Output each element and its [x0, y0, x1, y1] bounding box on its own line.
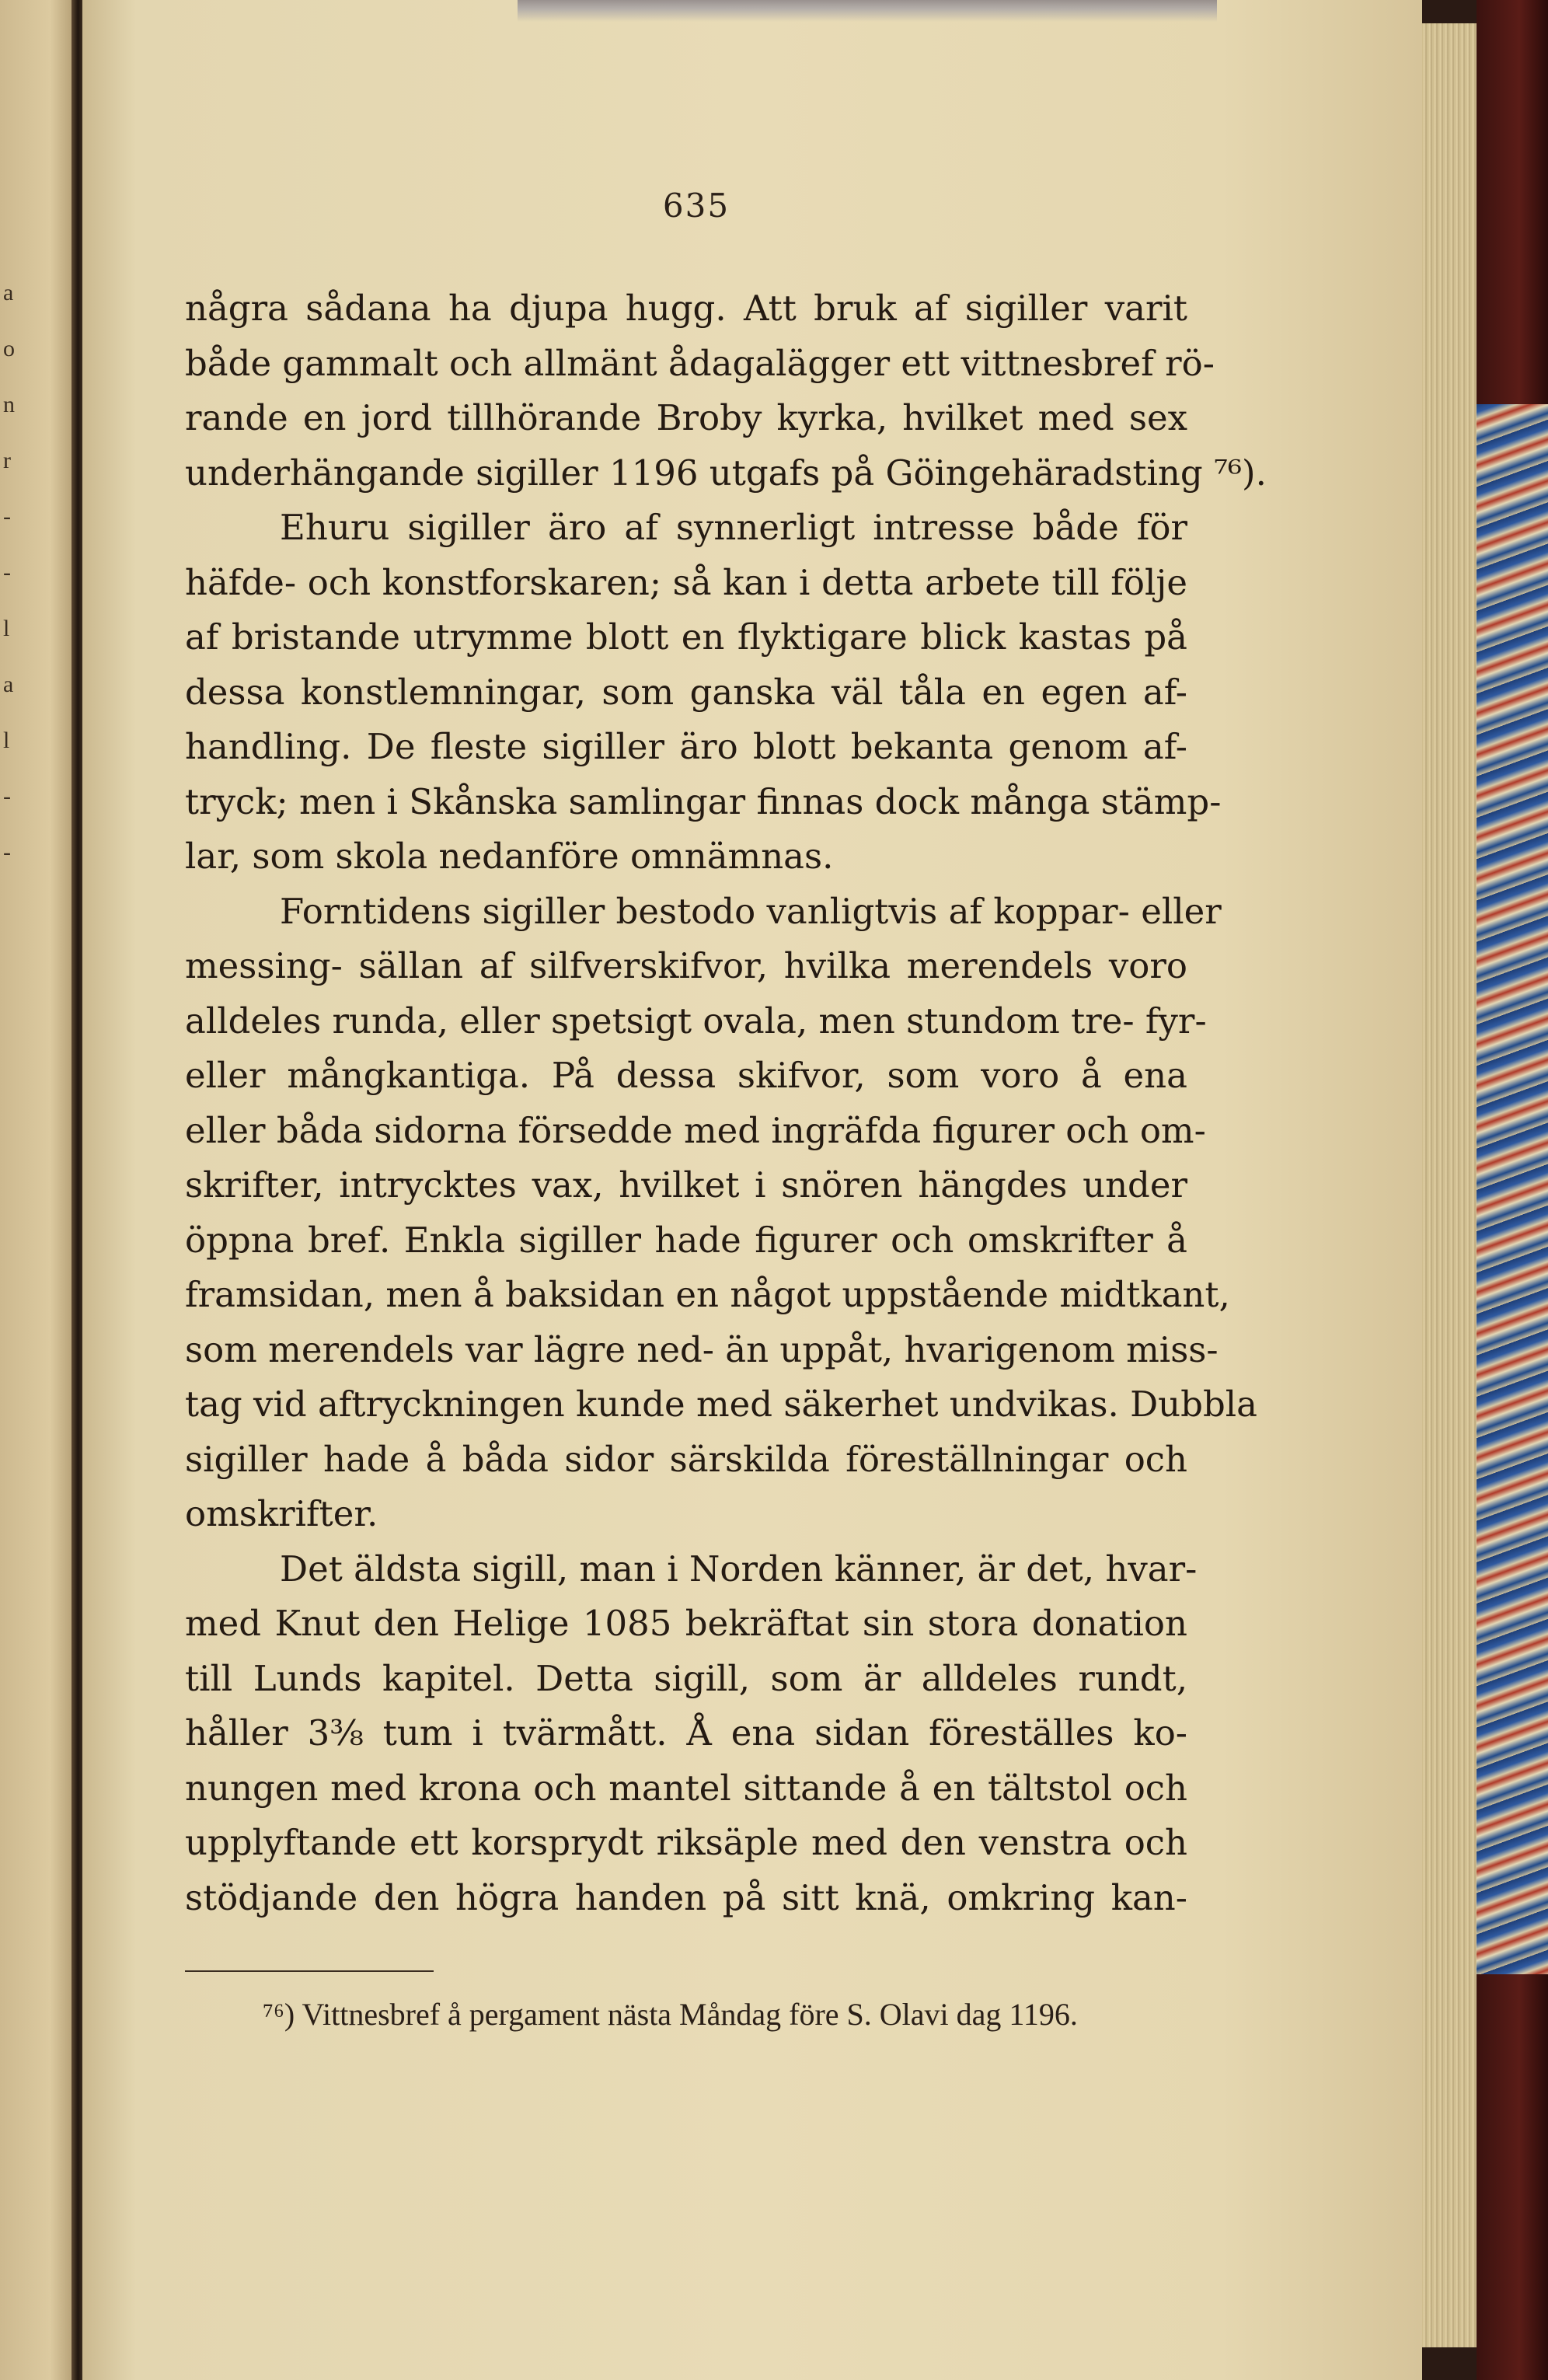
cover-leather-upper — [1477, 0, 1548, 404]
text-line: sigiller hade å båda sidor särskilda föreställningar och — [185, 1438, 1187, 1480]
footnote: ⁷⁶) Vittnesbref å pergament nästa Måndag före S. Olavi dag 1196. — [263, 1997, 1078, 2032]
text-line: lar, som skola nedanföre omnämnas. — [185, 836, 834, 877]
text-line: med Knut den Helige 1085 bekräftat sin stora donation — [185, 1603, 1187, 1644]
facing-page-letter: - — [3, 504, 11, 529]
text-line: häfde- och konstforskaren; så kan i detta arbete till följe — [185, 561, 1187, 603]
text-line: som merendels var lägre ned- än uppåt, hvarigenom miss- — [185, 1328, 1219, 1370]
footnote-divider — [185, 1970, 434, 1972]
text-line: underhängande sigiller 1196 utgafs på Göingehäradsting ⁷⁶). — [185, 452, 1267, 494]
text-line: nungen med krona och mantel sittande å en tältstol och — [185, 1767, 1187, 1809]
text-line: upplyftande ett korsprydt riksäple med den venstra och — [185, 1822, 1187, 1863]
text-line: Ehuru sigiller äro af synnerligt intresse både för — [280, 507, 1187, 548]
text-line: dessa konstlemningar, som ganska väl tåla en egen af- — [185, 671, 1187, 713]
facing-page-edge — [0, 0, 71, 2380]
facing-page-letter: a — [3, 672, 14, 697]
text-line: skrifter, intrycktes vax, hvilket i snören hängdes under — [185, 1164, 1187, 1206]
text-line: af bristande utrymme blott en flyktigare blick kastas på — [185, 616, 1187, 658]
facing-page-letter: n — [3, 392, 15, 417]
facing-page-letter: l — [3, 728, 10, 753]
text-line: handling. De fleste sigiller äro blott bekanta genom af- — [185, 726, 1187, 767]
text-line: stödjande den högra handen på sitt knä, omkring kan- — [185, 1876, 1187, 1918]
facing-page-letter: a — [3, 280, 14, 305]
text-line: rande en jord tillhörande Broby kyrka, hvilket med sex — [185, 397, 1187, 438]
text-line: Det äldsta sigill, man i Norden känner, är det, hvar- — [280, 1548, 1198, 1590]
text-line: omskrifter. — [185, 1493, 378, 1534]
facing-page-letter: - — [3, 783, 11, 809]
marbled-endpaper — [1477, 404, 1548, 1974]
text-line: eller mångkantiga. På dessa skifvor, som voro å ena — [185, 1055, 1187, 1096]
text-line: några sådana ha djupa hugg. Att bruk af sigiller varit — [185, 288, 1187, 329]
facing-page-letter: l — [3, 616, 10, 641]
page-block-edges — [1422, 23, 1477, 2347]
text-line: både gammalt och allmänt ådagalägger ett vittnesbref rö- — [185, 342, 1215, 384]
facing-page-letter: - — [3, 839, 11, 865]
facing-page-letter: r — [3, 448, 11, 473]
facing-page-letter: - — [3, 560, 11, 585]
text-line: framsidan, men å baksidan en något uppstående midtkant, — [185, 1274, 1230, 1315]
text-line: håller 3⅜ tum i tvärmått. Å ena sidan föreställes ko- — [185, 1712, 1187, 1754]
facing-page-letter: o — [3, 336, 15, 361]
text-line: tag vid aftryckningen kunde med säkerhet undvikas. Dubbla — [185, 1384, 1257, 1425]
text-line: eller båda sidorna försedde med ingräfda figurer och om- — [185, 1109, 1206, 1151]
text-line: messing- sällan af silfverskifvor, hvilka merendels voro — [185, 945, 1187, 986]
text-line: till Lunds kapitel. Detta sigill, som är alldeles rundt, — [185, 1657, 1187, 1699]
cover-leather-lower — [1477, 1974, 1548, 2380]
text-line: öppna bref. Enkla sigiller hade figurer och omskrifter å — [185, 1219, 1187, 1261]
book-gutter — [71, 0, 82, 2380]
top-page-tear — [518, 0, 1217, 22]
text-line: tryck; men i Skånska samlingar finnas dock många stämp- — [185, 780, 1222, 822]
text-line: alldeles runda, eller spetsigt ovala, men stundom tre- fyr- — [185, 1000, 1207, 1042]
body-text — [185, 281, 1267, 1925]
page-number: 635 — [662, 187, 730, 225]
text-line: Forntidens sigiller bestodo vanligtvis af koppar- eller — [280, 890, 1222, 932]
